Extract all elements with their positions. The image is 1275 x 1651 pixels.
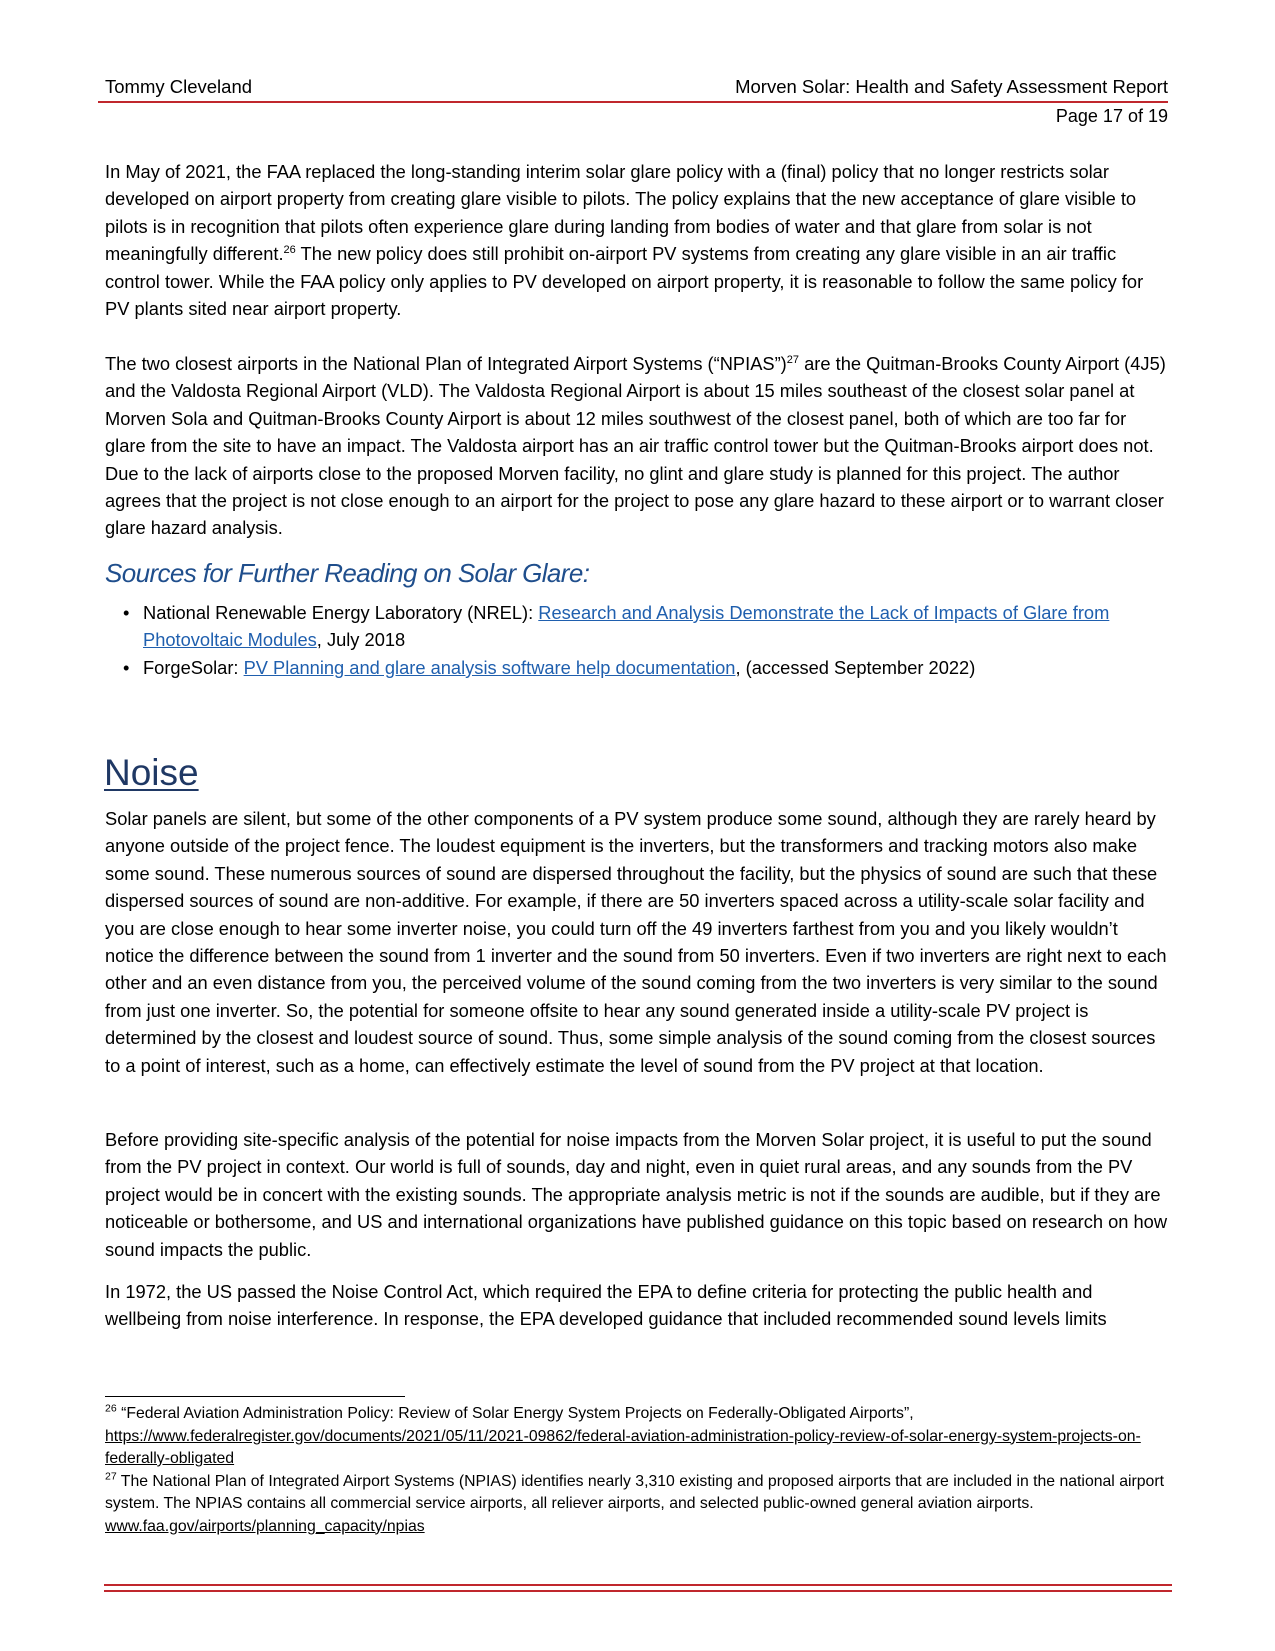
paragraph-text: Before providing site-specific analysis of the potential for noise impacts from the Morven Solar project, it is useful to put the sound from the PV project in context. Our world is full of sounds, day and night, even in quiet rural areas, and any sounds from the PV project would be in concert with the existing sounds. The appropriate analysis metric is not if the sounds are audible, but if they are noticeable or bothersome, and US and international organizations have published guidance on this topic based on research on how sound impacts the public. xyxy=(105,1129,1168,1260)
paragraph-noise-2 xyxy=(105,1126,1171,1263)
source-prefix: ForgeSolar: xyxy=(143,657,244,678)
footnote-text: The National Plan of Integrated Airport Systems (NPIAS) identifies nearly 3,310 existing and proposed airports that are included in the national airport system. The NPIAS contains all commercial service airports, all reliever airports, and selected public-owned general aviation airports. xyxy=(105,1472,1164,1512)
paragraph-noise-3 xyxy=(105,1278,1171,1333)
footnotes xyxy=(105,1403,1171,1538)
noise-heading: Noise xyxy=(104,752,199,793)
paragraph-text: The two closest airports in the National Plan of Integrated Airport Systems (“NPIAS”) xyxy=(105,353,787,374)
footnote-mark: 26 xyxy=(105,1402,117,1415)
header-report-title: Morven Solar: Health and Safety Assessment Report xyxy=(735,76,1168,97)
paragraph-npias-airports xyxy=(105,350,1171,542)
footnote-text: “Federal Aviation Administration Policy: Review of Solar Energy System Projects on Federally-Obligated Airports”, xyxy=(116,1405,914,1422)
source-link-nrel[interactable]: Research and Analysis Demonstrate the Lack of Impacts of Glare from Photovoltaic Modules xyxy=(143,602,1110,650)
source-suffix: , July 2018 xyxy=(316,629,406,650)
sources-heading: Sources for Further Reading on Solar Glare: xyxy=(105,558,590,588)
paragraph-text: In May of 2021, the FAA replaced the long-standing interim solar glare policy with a (final) policy that no longer restricts solar developed on airport property from creating glare visible to pilots. The policy explains that the new acceptance of glare visible to pilots is in recognition that pilots often experience glare during landing from bodies of water and that glare from solar is not meaningfully different. xyxy=(105,161,1137,265)
paragraph-noise-1 xyxy=(105,805,1171,1079)
source-link-forgesolar[interactable]: PV Planning and glare analysis software help documentation xyxy=(243,657,736,678)
footnote-link-federal-register[interactable]: https://www.federalregister.gov/documents/2021/05/11/2021-09862/federal-aviation-administration-policy-review-of-solar-energy-system-projects-on-federally-obligated xyxy=(105,1427,1141,1467)
page-header xyxy=(105,72,1168,102)
footer-divider-bottom xyxy=(104,1590,1172,1592)
paragraph-text: are the Quitman-Brooks County Airport (4J5) and the Valdosta Regional Airport (VLD). The Valdosta Regional Airport is about 15 miles southeast of the closest solar panel at Morven Sola and Quitman-Brooks County Airport is about 12 miles southwest of the closest panel, both of which are too far for glare from the site to have an impact. The Valdosta airport has an air traffic control tower but the Quitman-Brooks airport does not. Due to the lack of airports close to the proposed Morven facility, no glint and glare study is planned for this project. The author agrees that the project is not close enough to an airport for the project to pose any glare hazard to these airport or to warrant closer glare hazard analysis. xyxy=(105,353,1166,539)
source-item-nrel xyxy=(105,599,1171,653)
paragraph-faa-policy xyxy=(105,158,1171,322)
paragraph-text: The new policy does still prohibit on-airport PV systems from creating any glare visible in an air traffic control tower. While the FAA policy only applies to PV developed on airport property, it is reasonable to follow the same policy for PV plants sited near airport property. xyxy=(105,243,1144,320)
bullet-icon: • xyxy=(123,657,130,678)
footnote-27 xyxy=(105,1471,1171,1539)
footnote-26 xyxy=(105,1403,1171,1471)
header-divider xyxy=(98,101,1168,103)
footnote-ref-26[interactable]: 26 xyxy=(283,244,296,257)
source-prefix: National Renewable Energy Laboratory (NREL): xyxy=(143,602,539,623)
source-suffix: , (accessed September 2022) xyxy=(735,657,976,678)
sources-list xyxy=(105,599,1171,682)
footnote-mark: 27 xyxy=(105,1470,117,1483)
footnote-ref-27[interactable]: 27 xyxy=(786,353,800,366)
footnote-link-faa-npias[interactable]: www.faa.gov/airports/planning_capacity/npias xyxy=(105,1517,425,1535)
page-number: Page 17 of 19 xyxy=(1055,106,1168,126)
header-author: Tommy Cleveland xyxy=(105,76,253,97)
paragraph-text: In 1972, the US passed the Noise Control Act, which required the EPA to define criteria for protecting the public health and wellbeing from noise interference. In response, the EPA developed guidance that included recommended sound levels limits xyxy=(105,1281,1107,1330)
paragraph-text: Solar panels are silent, but some of the other components of a PV system produce some sound, although they are rarely heard by anyone outside of the project fence. The loudest equipment is the inverters, but the transformers and tracking motors also make some sound. These numerous sources of sound are dispersed throughout the facility, but the physics of sound are such that these dispersed sources of sound are non-additive. For example, if there are 50 inverters spaced across a utility-scale solar facility and you are close enough to hear some inverter noise, you could turn off the 49 inverters farthest from you and you likely wouldn’t notice the difference between the sound from 1 inverter and the sound from 50 inverters. Even if two inverters are right next to each other and an even distance from you, the perceived volume of the sound coming from the two inverters is very similar to the sound from just one inverter. So, the potential for someone offsite to hear any sound generated inside a utility-scale PV project is determined by the closest and loudest source of sound. Thus, some simple analysis of the sound coming from the closest sources to a point of interest, such as a home, can effectively estimate the level of sound from the PV project at that location. xyxy=(105,808,1167,1076)
footnote-divider xyxy=(105,1396,405,1397)
footer-divider-top xyxy=(104,1584,1172,1586)
bullet-icon: • xyxy=(123,602,130,623)
source-item-forgesolar xyxy=(105,654,1171,681)
